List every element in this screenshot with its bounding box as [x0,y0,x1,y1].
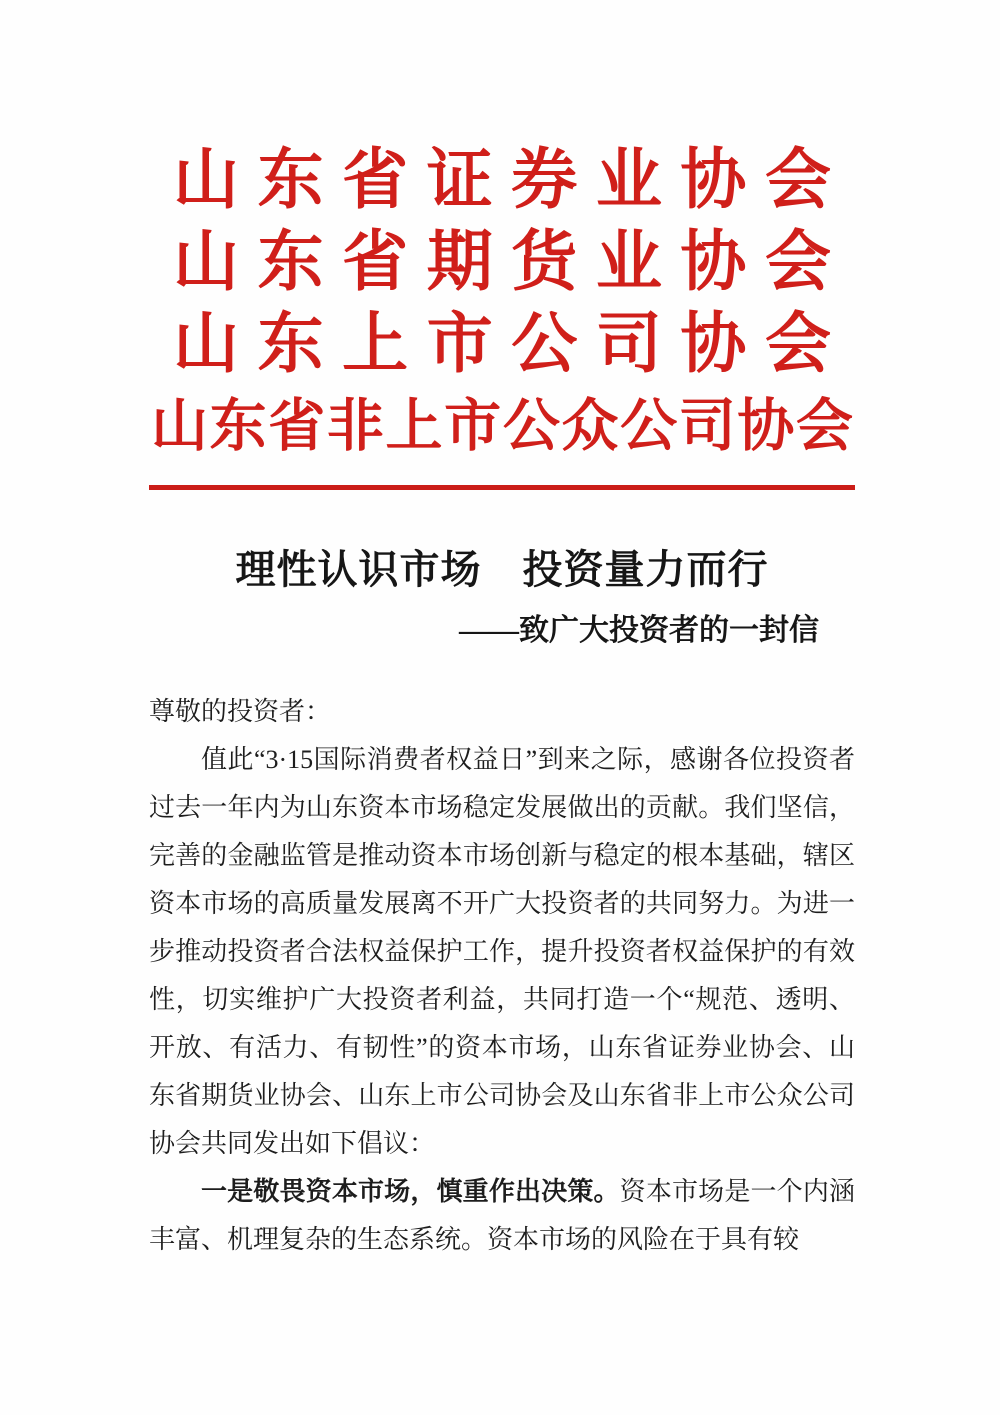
paragraph-proposal-1-rest: 资本市场是一个内涵丰富、机理复杂的生态系统。资本市场的风险在于具有较 [149,1177,855,1254]
page-content [149,0,855,1264]
letterhead [149,0,855,468]
letterhead-line-listed-companies-association: 山东上市公司协会 [173,308,831,381]
letterhead-line-futures-association: 山东省期货业协会 [173,226,831,299]
paragraph-proposal-1 [149,1168,855,1264]
document-title: 理性认识市场 投资量力而行 [235,547,769,592]
paragraph-intro: 值此“3·15国际消费者权益日”到来之际，感谢各位投资者过去一年内为山东资本市场稳定发展做出的贡献。我们坚信，完善的金融监管是推动资本市场创新与稳定的根本基础，辖区资本市场的高质量发展离不开广大投资者的共同努力。为进一步推动投资者合法权益保护工作，提升投资者权益保护的有效性，切实维护广大投资者利益，共同打造一个“规范、透明、开放、有活力、有韧性”的资本市场，山东省证券业协会、山东省期货业协会、山东上市公司协会及山东省非上市公众公司协会共同发出如下倡议： [149,745,855,1158]
letterhead-line-unlisted-public-companies-association: 山东省非上市公众公司协会 [151,395,853,458]
title-block [149,548,855,650]
letterhead-line-securities-association: 山东省证券业协会 [173,144,831,217]
salutation: 尊敬的投资者： [149,697,332,726]
document-subtitle: ——致广大投资者的一封信 [459,614,819,647]
red-divider-line [149,485,855,490]
letter-body [149,688,855,1264]
paragraph-proposal-1-bold-lead: 一是敬畏资本市场，慎重作出决策。 [201,1177,620,1206]
